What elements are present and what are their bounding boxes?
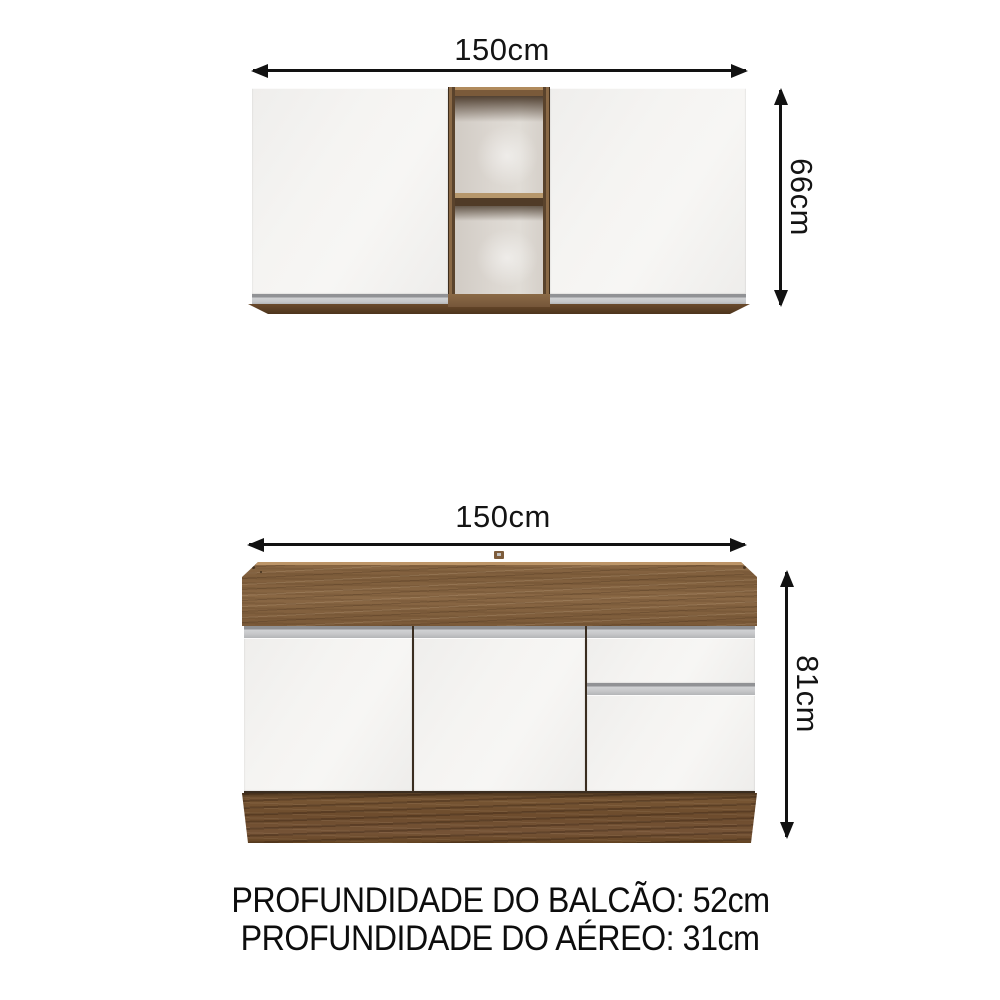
niche-upper-highlight: [476, 125, 538, 187]
base-cabinet-right-door-handle-trim: [587, 683, 755, 695]
wall-cabinet-open-shelf-niche: [448, 87, 550, 307]
niche-middle-shelf: [448, 193, 550, 206]
counter-depth-note: PROFUNDIDADE DO BALCÃO: 52cm: [230, 881, 770, 920]
niche-shelf-shadow: [455, 206, 543, 221]
wall-cabinet-height-arrow: [779, 90, 782, 305]
niche-bottom-panel: [448, 294, 550, 307]
base-cabinet-height-arrow: [785, 572, 788, 837]
assembly-dot: [743, 566, 746, 569]
base-cabinet-back-rail-bracket: [494, 551, 504, 559]
wall-unit-depth-note: PROFUNDIDADE DO AÉREO: 31cm: [240, 919, 760, 958]
niche-left-side-panel: [448, 87, 455, 307]
assembly-dot: [260, 571, 262, 573]
wall-cabinet-width-label: 150cm: [454, 32, 550, 67]
niche-top-panel: [448, 87, 550, 96]
base-cabinet-sink-top-box: [242, 556, 757, 626]
bracket-hole: [497, 553, 501, 556]
wall-cabinet-left-door-handle-trim: [252, 294, 448, 304]
wall-cabinet-right-door-handle-trim: [550, 294, 746, 304]
niche-right-side-panel: [543, 87, 550, 307]
wall-cabinet-right-door: [550, 88, 746, 294]
wall-cabinet-height-label: 66cm: [784, 158, 819, 236]
base-cabinet-right-door: [587, 695, 755, 791]
base-cabinet-plinth: [242, 793, 757, 843]
base-cabinet-height-label: 81cm: [790, 655, 825, 733]
base-cabinet-left-door-handle-trim: [244, 626, 412, 638]
base-cabinet-middle-door-handle-trim: [414, 626, 585, 638]
base-cabinet-left-door: [244, 638, 412, 791]
base-cabinet-width-arrow: [249, 543, 745, 546]
base-cabinet-middle-door: [414, 638, 585, 791]
base-cabinet-width-label: 150cm: [455, 499, 551, 534]
niche-lower-highlight: [476, 229, 538, 287]
wall-cabinet-left-door: [252, 88, 448, 294]
assembly-dot: [252, 566, 255, 569]
sink-box-top-rim: [256, 562, 743, 565]
base-cabinet-drawer-front: [587, 638, 755, 683]
base-cabinet-drawer-handle-trim: [587, 626, 755, 638]
niche-top-shadow: [455, 96, 543, 122]
depth-notes: [0, 882, 1000, 958]
wall-cabinet-width-arrow: [253, 69, 746, 72]
